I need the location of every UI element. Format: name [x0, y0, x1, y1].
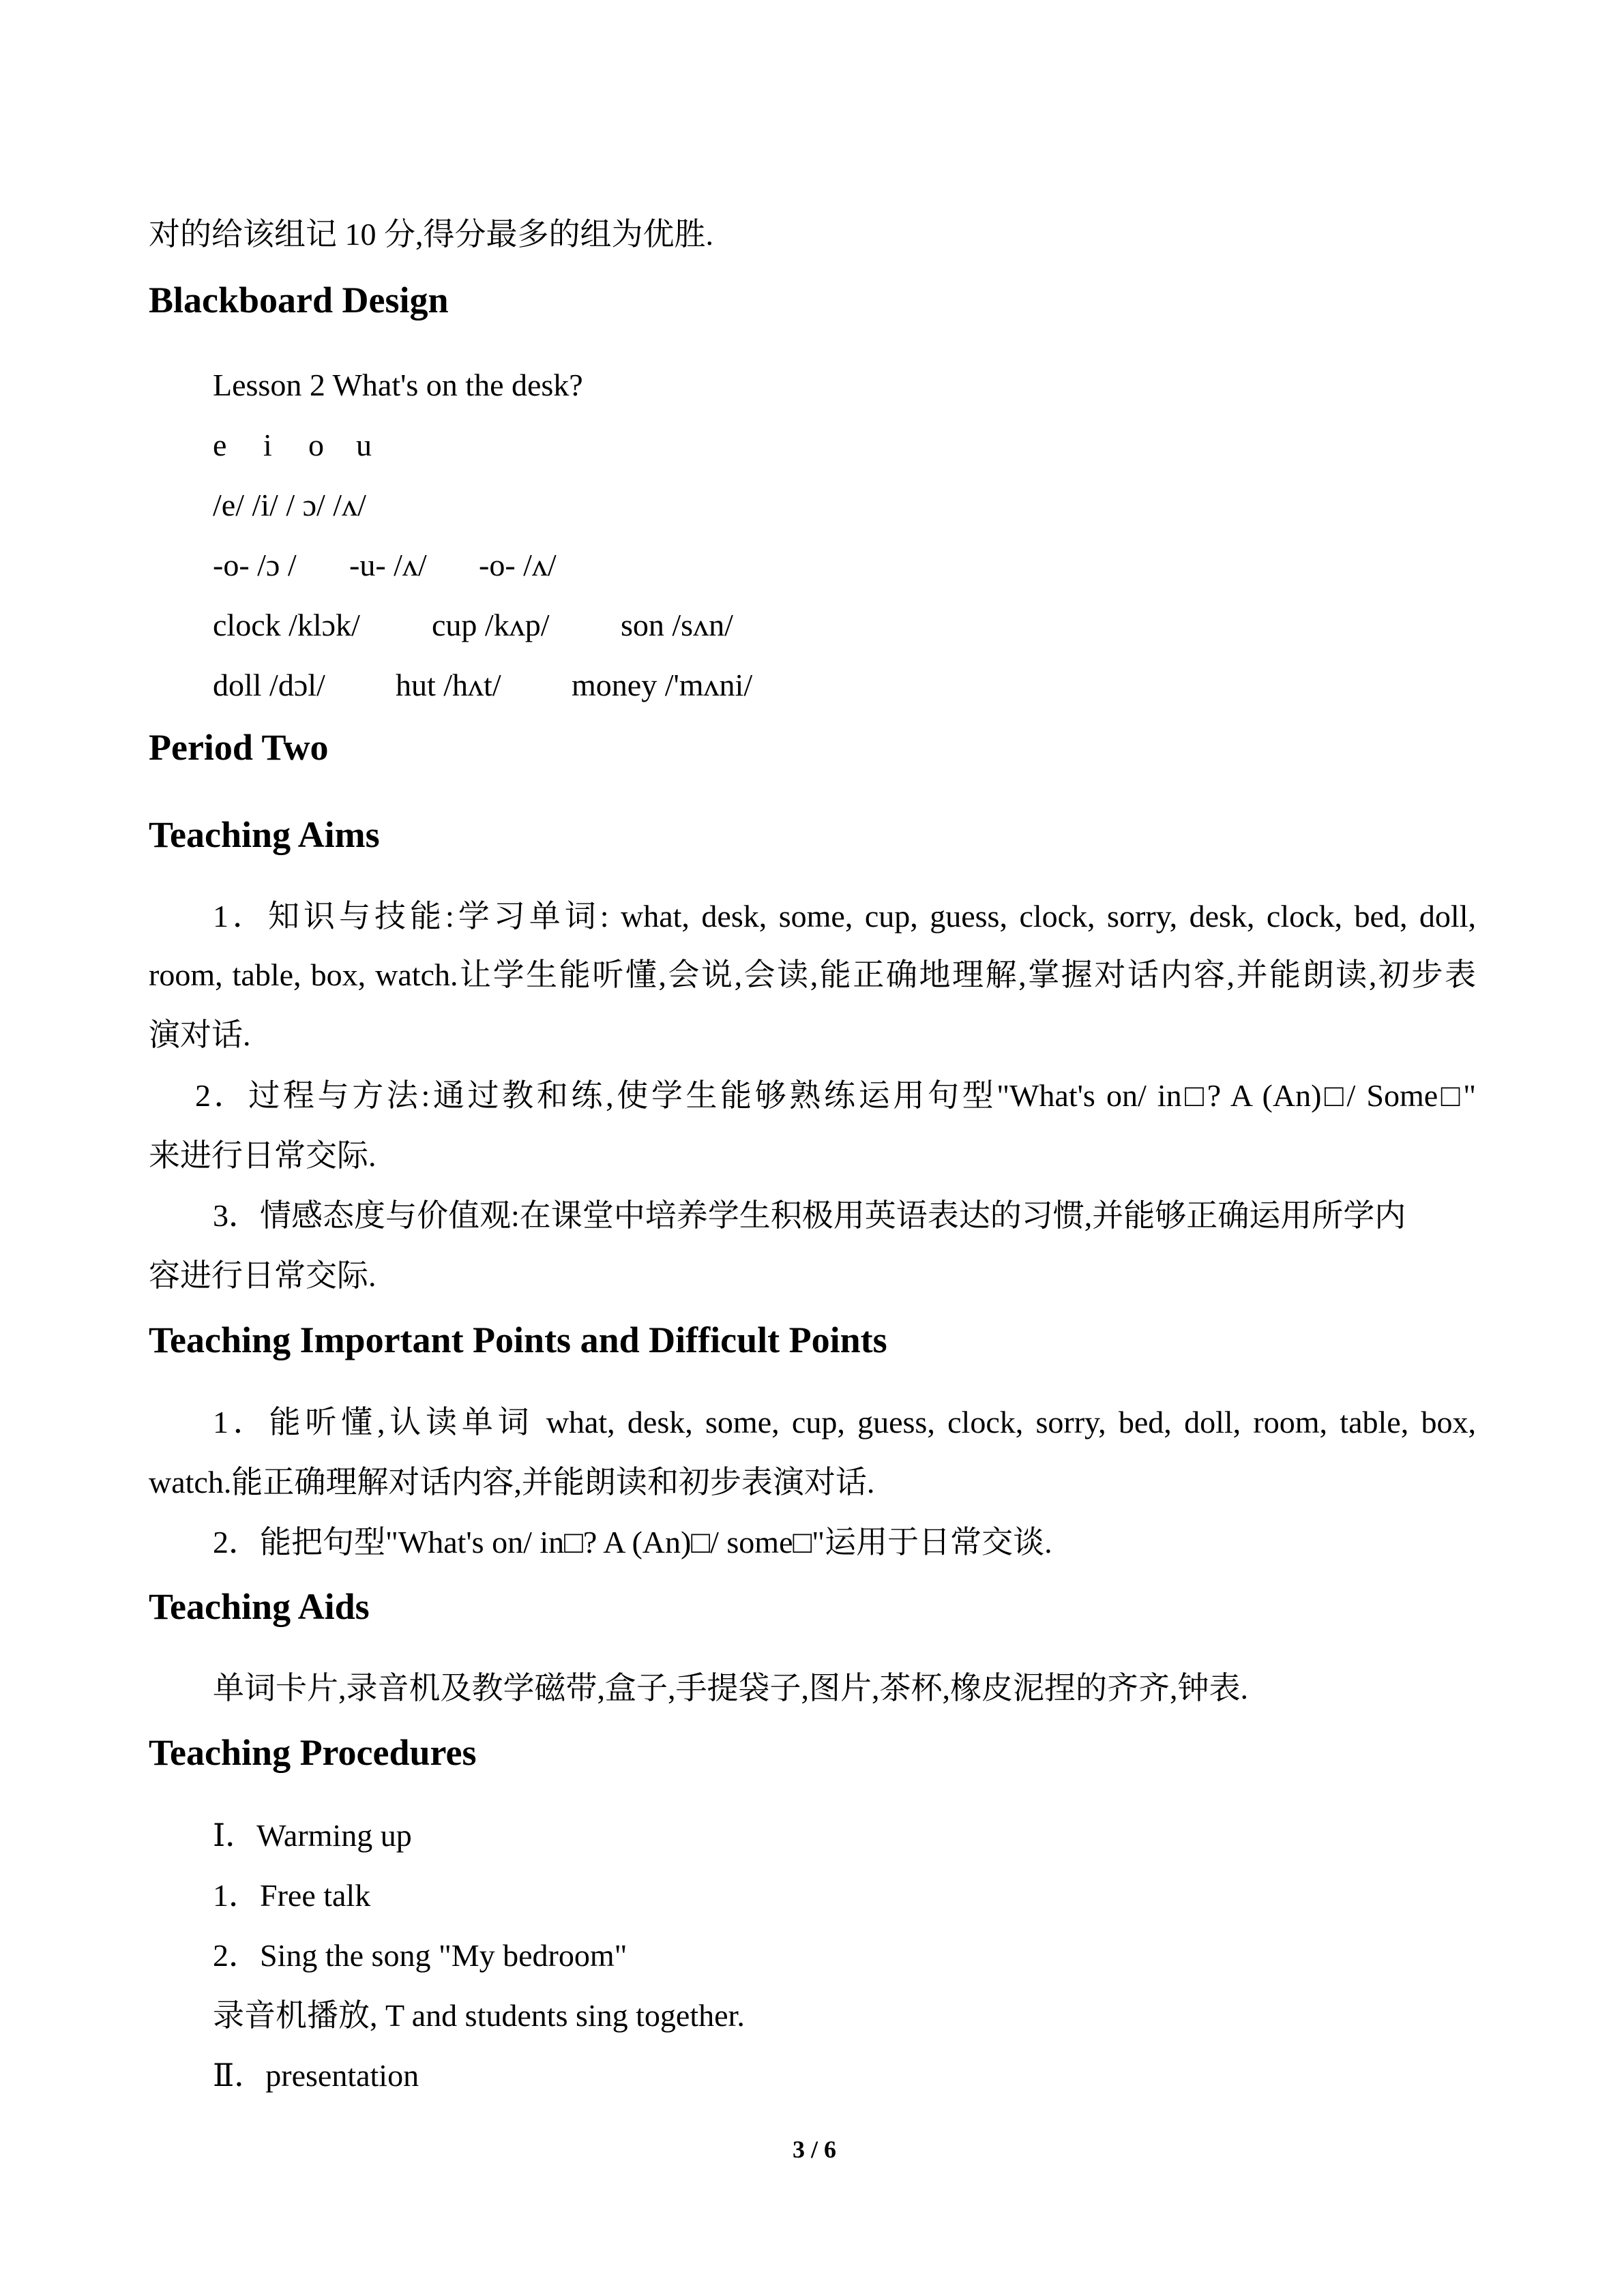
- aims-item-1-line-2: room, table, box, watch.让学生能听懂,会说,会读,能正确地理解,掌握对话内容,并能朗读,初步表: [149, 957, 1476, 992]
- vowel: o: [308, 428, 324, 462]
- aims-item-3-line-1: 3．情感态度与价值观:在课堂中培养学生积极用英语表达的习惯,并能够正确运用所学内: [213, 1198, 1406, 1233]
- word-item: hut /hʌt/: [396, 668, 501, 702]
- aims-item-1-line-1: 1．知识与技能:学习单词: what, desk, some, cup, guess, clock, sorry, desk, clock, bed, doll,: [213, 899, 1476, 934]
- blackboard-title: Lesson 2 What's on the desk?: [213, 368, 583, 402]
- points-item-1-line-1: 1．能听懂,认读单词 what, desk, some, cup, guess, clock, sorry, bed, doll, room, table, box,: [213, 1405, 1476, 1440]
- aims-heading: Teaching Aims: [149, 814, 380, 855]
- procedure-step-1: Ⅰ．Warming up: [213, 1818, 412, 1853]
- aims-item-3-line-2: 容进行日常交际.: [149, 1258, 377, 1293]
- points-item-1-line-2: watch.能正确理解对话内容,并能朗读和初步表演对话.: [149, 1465, 875, 1500]
- aids-text: 单词卡片,录音机及教学磁带,盒子,手提袋子,图片,茶杯,橡皮泥捏的齐齐,钟表.: [213, 1671, 1248, 1705]
- period-heading: Period Two: [149, 727, 329, 768]
- intro-line: 对的给该组记 10 分,得分最多的组为优胜.: [149, 217, 713, 252]
- procedure-sub-2: 2．Sing the song "My bedroom": [213, 1938, 628, 1973]
- word-item: doll /dɔl/: [213, 668, 325, 702]
- vowel: e: [213, 428, 227, 462]
- spelling-item: -o- /ʌ/: [479, 548, 557, 582]
- spelling-row: [213, 545, 557, 586]
- aims-item-1-line-3: 演对话.: [149, 1017, 251, 1052]
- aims-item-2-line-1: 2．过程与方法:通过教和练,使学生能够熟练运用句型"What's on/ in□? A (An)□/ Some□": [195, 1078, 1476, 1113]
- word-item: clock /klɔk/: [213, 608, 360, 642]
- blackboard-heading: Blackboard Design: [149, 280, 449, 320]
- word-item: son /sʌn/: [621, 608, 733, 642]
- procedures-heading: Teaching Procedures: [149, 1732, 477, 1773]
- spelling-item: -u- /ʌ/: [349, 548, 427, 582]
- points-item-2: 2．能把句型"What's on/ in□? A (An)□/ some□"运用于日常交谈.: [213, 1525, 1052, 1560]
- word-row-1: [213, 605, 733, 646]
- phonetics-row: /e/ /i/ / ɔ/ /ʌ/: [213, 488, 366, 522]
- procedure-step-2: Ⅱ．presentation: [213, 2058, 419, 2093]
- procedure-sub-1: 1．Free talk: [213, 1878, 371, 1913]
- word-item: money /'mʌni/: [572, 668, 753, 702]
- vowel: u: [356, 428, 372, 462]
- vowel-row: [213, 425, 372, 466]
- vowel: i: [263, 428, 272, 462]
- points-heading: Teaching Important Points and Difficult Points: [149, 1320, 887, 1360]
- spelling-item: -o- /ɔ /: [213, 548, 297, 582]
- page-number: 3 / 6: [793, 2136, 837, 2163]
- procedure-sub-2-note: 录音机播放, T and students sing together.: [213, 1998, 745, 2033]
- word-item: cup /kʌp/: [432, 608, 550, 642]
- aids-heading: Teaching Aids: [149, 1586, 370, 1627]
- aims-item-2-line-2: 来进行日常交际.: [149, 1138, 377, 1173]
- word-row-2: [213, 665, 752, 706]
